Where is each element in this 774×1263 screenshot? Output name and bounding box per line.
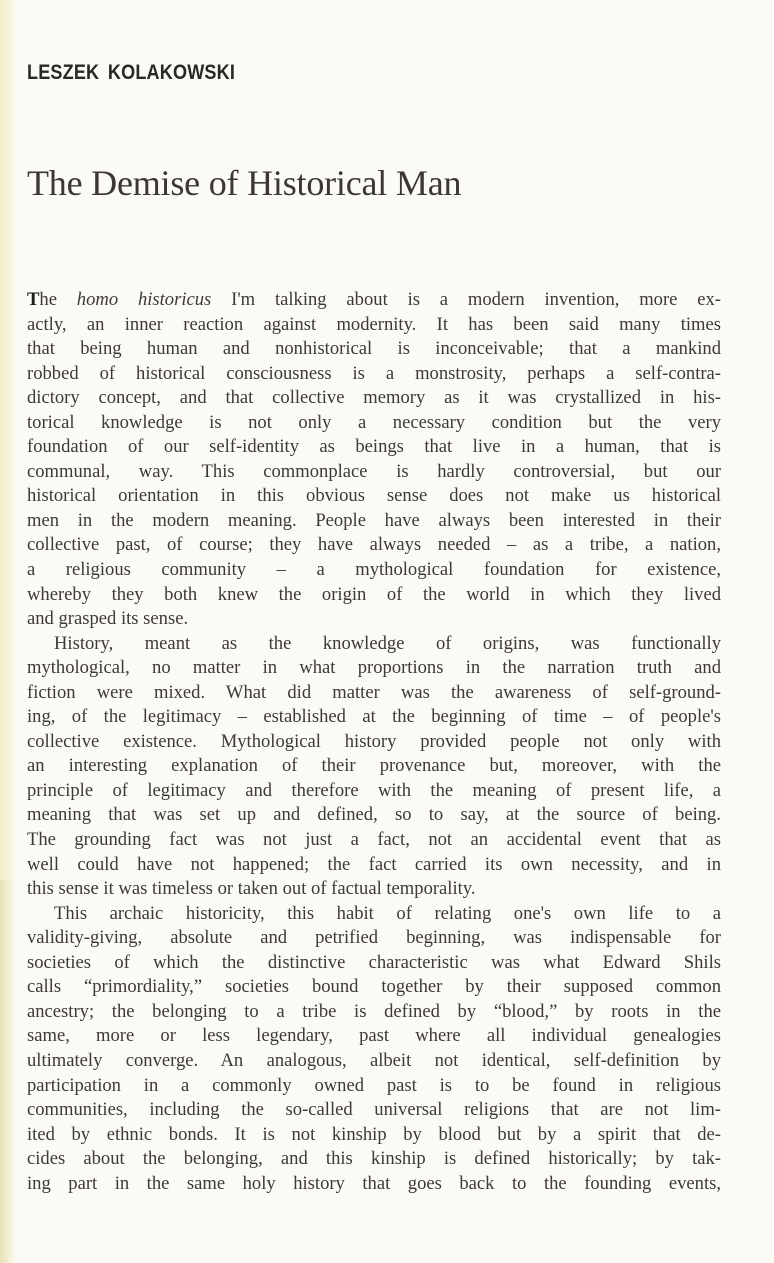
text-line: participation in a commonly owned past is to be found in religious bbox=[27, 1074, 721, 1096]
text-fragment: I'm talking about is a modern invention, more ex- bbox=[211, 289, 721, 310]
text-line: fiction were mixed. What did matter was the awareness of self-ground- bbox=[27, 681, 721, 703]
chapter-title: The Demise of Historical Man bbox=[27, 163, 462, 204]
paragraph-3 bbox=[27, 902, 721, 1197]
text-line: collective existence. Mythological history provided people not only with bbox=[27, 730, 721, 752]
italic-phrase: homo historicus bbox=[76, 289, 212, 310]
text-line: ancestry; the belonging to a tribe is defined by “blood,” by roots in the bbox=[27, 1000, 721, 1022]
text-line: The grounding fact was not just a fact, not an accidental event that as bbox=[27, 829, 721, 851]
text-line: calls “primordiality,” societies bound together by their supposed common bbox=[27, 976, 721, 998]
text-line: foundation of our self-identity as beings that live in a human, that is bbox=[27, 436, 721, 458]
text-line: mythological, no matter in what proportions in the narration truth and bbox=[27, 657, 721, 679]
text-line: robbed of historical consciousness is a monstrosity, perhaps a self-contra- bbox=[27, 362, 721, 384]
text-line: History, meant as the knowledge of origins, was functionally bbox=[54, 632, 721, 654]
text-line: this sense it was timeless or taken out of factual temporality. bbox=[27, 878, 476, 900]
text-fragment: he bbox=[39, 289, 77, 310]
text-line: well could have not happened; the fact carried its own necessity, and in bbox=[27, 853, 721, 875]
text-line: ultimately converge. An analogous, albeit not identical, self-definition by bbox=[27, 1049, 721, 1071]
text-line: collective past, of course; they have always needed – as a tribe, a nation, bbox=[27, 534, 721, 556]
text-line: torical knowledge is not only a necessary condition but the very bbox=[27, 411, 721, 433]
text-line: cides about the belonging, and this kinship is defined historically; by tak- bbox=[27, 1148, 721, 1170]
text-line: validity-giving, absolute and petrified beginning, was indispensable for bbox=[27, 927, 721, 949]
lead-letter: T bbox=[27, 289, 40, 310]
text-line: actly, an inner reaction against modernity. It has been said many times bbox=[27, 313, 721, 335]
text-line: ing, of the legitimacy – established at the beginning of time – of people's bbox=[27, 706, 721, 728]
text-line: principle of legitimacy and therefore with the meaning of present life, a bbox=[27, 779, 721, 801]
text-line: societies of which the distinctive characteristic was what Edward Shils bbox=[27, 951, 721, 973]
paragraph-1 bbox=[27, 288, 721, 632]
text-line: that being human and nonhistorical is inconceivable; that a mankind bbox=[27, 338, 721, 360]
text-line: historical orientation in this obvious sense does not make us historical bbox=[27, 485, 721, 507]
text-line: ing part in the same holy history that goes back to the founding events, bbox=[27, 1172, 721, 1194]
author-name: LESZEK KOLAKOWSKI bbox=[27, 61, 236, 84]
paragraph-2 bbox=[27, 632, 721, 902]
text-line: and grasped its sense. bbox=[27, 608, 189, 630]
text-line bbox=[27, 288, 721, 313]
text-line: a religious community – a mythological foundation for existence, bbox=[27, 559, 721, 581]
body-text bbox=[27, 288, 721, 1196]
page-gutter-shadow-lower bbox=[0, 880, 12, 1263]
text-line: This archaic historicity, this habit of relating one's own life to a bbox=[54, 902, 721, 924]
text-line: an interesting explanation of their provenance but, moreover, with the bbox=[27, 755, 721, 777]
text-line: same, more or less legendary, past where all individual genealogies bbox=[27, 1025, 721, 1047]
text-line: men in the modern meaning. People have always been interested in their bbox=[27, 509, 721, 531]
text-line: communal, way. This commonplace is hardly controversial, but our bbox=[27, 460, 721, 482]
text-line: whereby they both knew the origin of the world in which they lived bbox=[27, 583, 721, 605]
text-line: communities, including the so-called universal religions that are not lim- bbox=[27, 1099, 721, 1121]
text-line: dictory concept, and that collective memory as it was crystallized in his- bbox=[27, 387, 721, 409]
text-line: meaning that was set up and defined, so to say, at the source of being. bbox=[27, 804, 721, 826]
text-line: ited by ethnic bonds. It is not kinship by blood but by a spirit that de- bbox=[27, 1123, 721, 1145]
